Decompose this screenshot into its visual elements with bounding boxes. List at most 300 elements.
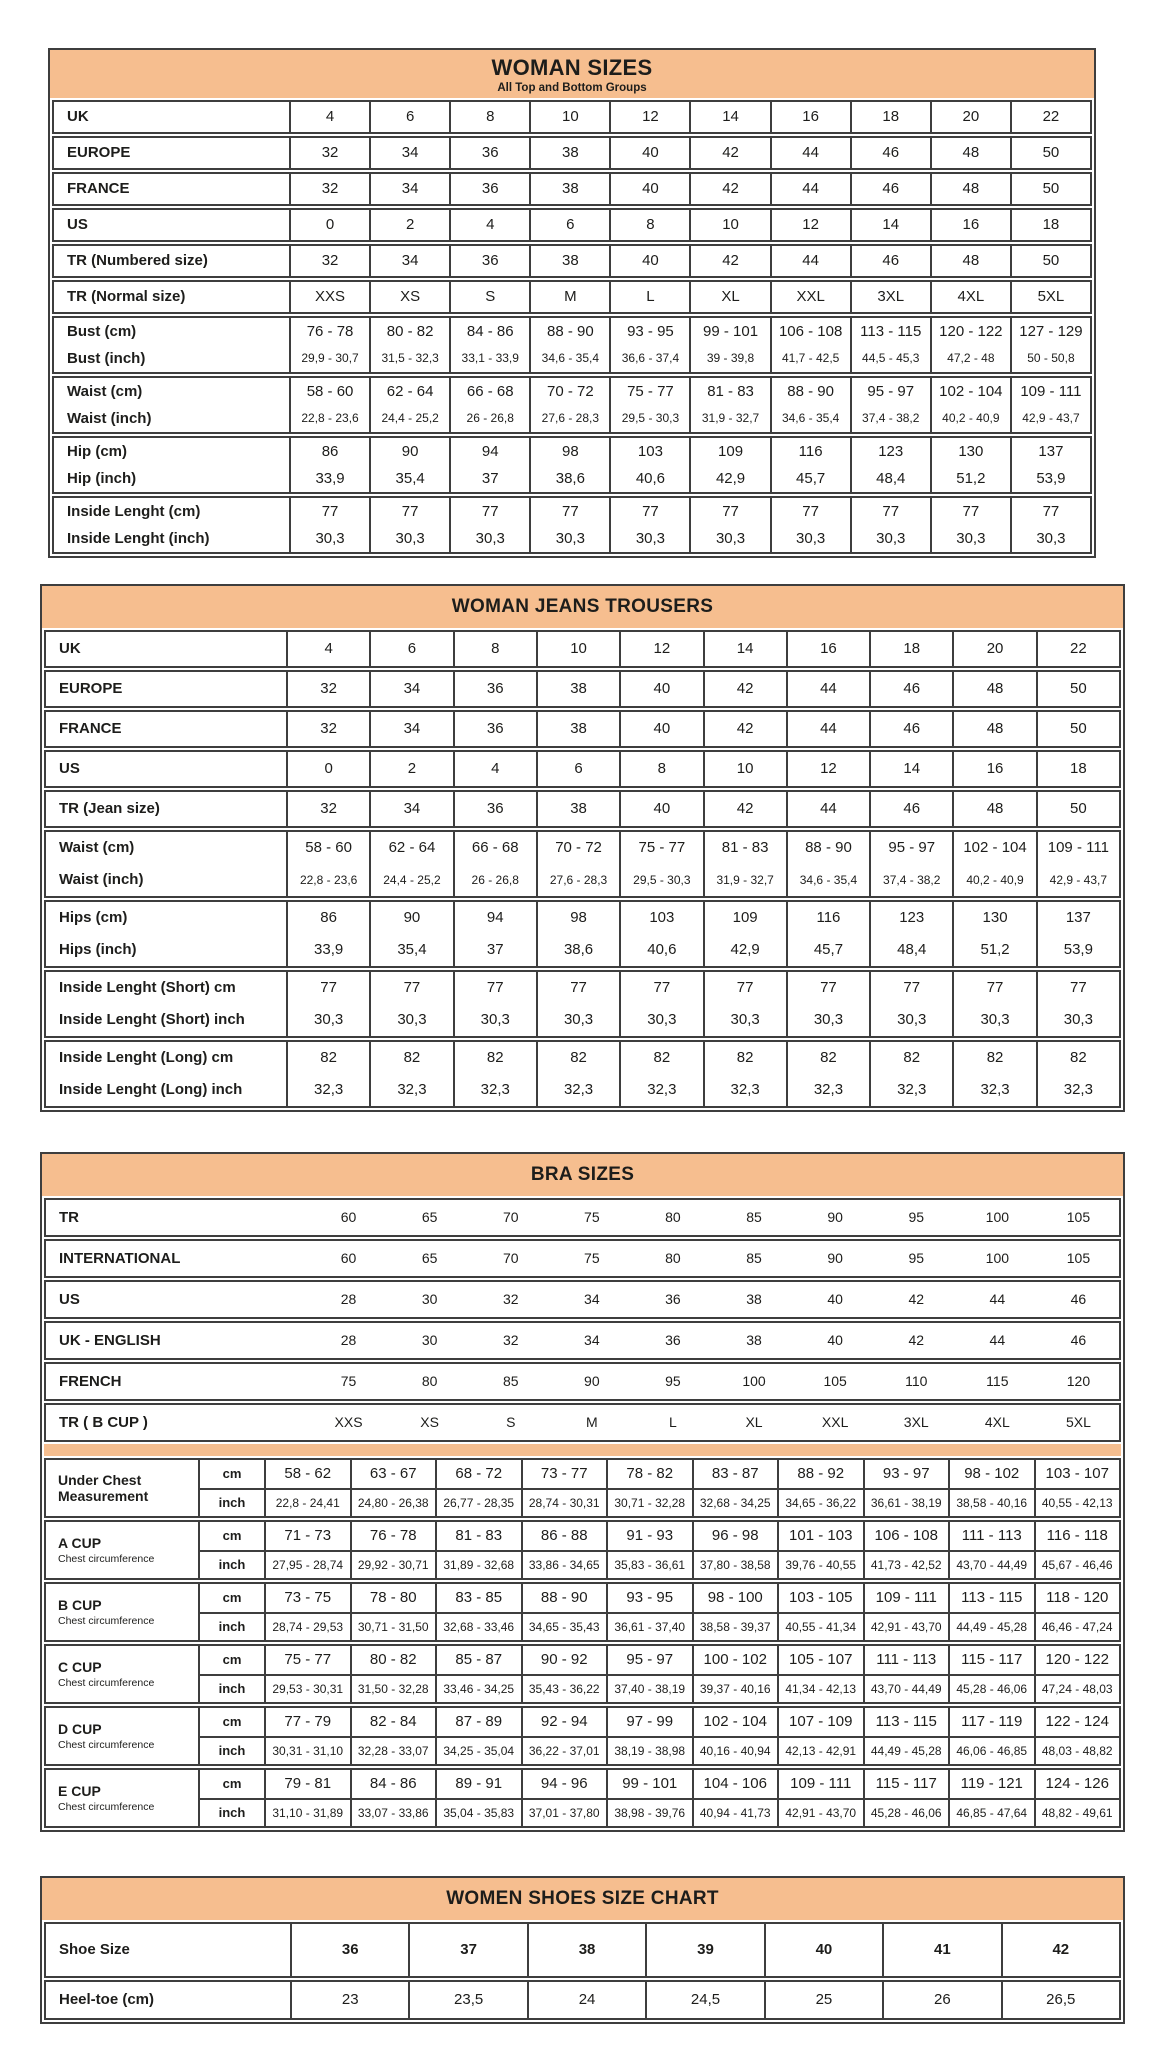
size-cell: 32,3 [286,1074,369,1106]
size-cell: 107 - 109 [777,1708,863,1736]
row-group [52,172,1092,206]
table-title: WOMAN JEANS TROUSERS [451,596,714,617]
size-cell: 36,22 - 37,01 [521,1736,607,1764]
size-cell: 10 [703,752,786,786]
table-row [46,1323,1119,1358]
size-cell: 58 - 62 [264,1460,350,1488]
row-label: UK [67,108,89,126]
size-cell: 93 - 95 [609,318,689,345]
row-group [44,1980,1121,2020]
size-cell: 8 [609,210,689,240]
size-cell: 60 [340,1209,357,1226]
size-cell: 75 - 77 [264,1646,350,1674]
size-cell: 32 [502,1291,519,1308]
size-cell: 101 - 103 [777,1522,863,1550]
size-cell: 38 [536,792,619,826]
size-cell: 100 [985,1250,1010,1267]
size-cell: 86 [286,902,369,934]
size-cell: 40 [619,712,702,746]
size-cell: 22,8 - 23,6 [286,864,369,896]
size-cell: 40,55 - 42,13 [1034,1488,1120,1516]
size-cell: 106 - 108 [863,1522,949,1550]
size-cell: 84 - 86 [449,318,529,345]
row-label: D CUP Chest circumference [58,1721,155,1751]
size-cell: 50 [1036,712,1119,746]
size-cell: 50 [1036,792,1119,826]
size-cell: 82 [453,1042,536,1074]
size-cell: 76 - 78 [350,1522,436,1550]
size-cell: 77 [536,972,619,1004]
size-cell: 82 [536,1042,619,1074]
size-cell: 115 - 117 [948,1646,1034,1674]
size-cell: 12 [786,752,869,786]
size-cell: 37,80 - 38,58 [692,1550,778,1578]
size-cell: 22 [1010,102,1090,132]
row-label: Under Chest Measurement [58,1471,149,1504]
size-cell: 38 [529,174,609,204]
table-row [46,1405,1119,1440]
size-cell: XL [745,1414,763,1431]
table-row [46,1241,1119,1276]
size-cell: 30,3 [952,1004,1035,1036]
size-cell: 28,74 - 30,31 [521,1488,607,1516]
size-cell: 42,13 - 42,91 [777,1736,863,1764]
size-cell: 30,3 [449,525,529,552]
row-label: INTERNATIONAL [59,1249,181,1267]
size-cell: 103 [609,438,689,465]
size-cell: 103 - 105 [777,1584,863,1612]
size-cell: 12 [609,102,689,132]
size-cell: 75 [584,1250,600,1267]
size-cell: 77 [1010,498,1090,525]
size-cell: 43,70 - 44,49 [948,1550,1034,1578]
row-group [44,1922,1121,1978]
table-row [54,345,1090,372]
size-cell: 95 [908,1209,925,1226]
unit-label: cm [198,1708,264,1736]
row-label: Waist (cm) [59,839,135,857]
size-cell: 30,3 [1010,525,1090,552]
table-subtitle: All Top and Bottom Groups [497,81,647,94]
size-cell: 36 [453,672,536,706]
size-cell: 95 - 97 [606,1646,692,1674]
size-cell: 82 [869,1042,952,1074]
size-cell: 2 [369,210,449,240]
size-cell: 48 [930,174,1010,204]
size-cell: 42 [689,246,769,276]
size-cell: 51,2 [930,465,1010,492]
size-cell: 43,70 - 44,49 [863,1674,949,1702]
size-cell: 77 [689,498,769,525]
size-cell: 40 [609,174,689,204]
size-cell: 27,95 - 28,74 [264,1550,350,1578]
row-group [44,1582,1121,1642]
size-cell: 6 [536,752,619,786]
size-cell: 109 - 111 [863,1584,949,1612]
row-group [52,100,1092,134]
size-cell: 20 [930,102,1010,132]
size-cell: XXS [334,1414,363,1431]
size-cell: 18 [1010,210,1090,240]
size-cell: 42 [1001,1924,1119,1976]
size-cell: 6 [529,210,609,240]
size-cell: 116 [770,438,850,465]
size-cell: 103 [619,902,702,934]
size-cell: 32,3 [453,1074,536,1106]
size-cell: 35,43 - 36,22 [521,1674,607,1702]
size-cell: 35,04 - 35,83 [435,1798,521,1826]
table-row [54,282,1090,312]
size-cell: 5XL [1010,282,1090,312]
size-cell: XL [689,282,769,312]
size-cell: 48,03 - 48,82 [1034,1736,1120,1764]
size-cell: 65 [421,1209,438,1226]
size-cell: 30,3 [869,1004,952,1036]
size-cell: S [449,282,529,312]
size-cell: 30,31 - 31,10 [264,1736,350,1764]
unit-label: inch [198,1488,264,1516]
unit-label: cm [198,1646,264,1674]
size-cell: 32 [286,712,369,746]
size-cell: 45,7 [770,465,850,492]
size-cell: 22,8 - 24,41 [264,1488,350,1516]
size-cell: 30 [421,1291,438,1308]
size-cell: 88 - 92 [777,1460,863,1488]
size-cell: 86 [289,438,369,465]
size-cell: 38 [746,1291,762,1308]
size-cell: 120 [1066,1373,1091,1390]
unit-label: inch [198,1736,264,1764]
size-cell: 44 [770,246,850,276]
row-group [52,316,1092,374]
size-cell: 82 [952,1042,1035,1074]
size-cell: 105 [1066,1209,1091,1226]
size-cell: 3XL [850,282,930,312]
size-cell: 73 - 75 [264,1584,350,1612]
table-row [46,972,1119,1004]
size-cell: 39,76 - 40,55 [777,1550,863,1578]
size-cell: 14 [850,210,930,240]
size-cell: 118 - 120 [1034,1584,1120,1612]
size-cell: L [669,1414,677,1431]
size-cell: 24,80 - 26,38 [350,1488,436,1516]
size-cell: 103 - 107 [1034,1460,1120,1488]
size-cell: 77 [930,498,1010,525]
row-label: Inside Lenght (Long) cm [59,1049,234,1067]
unit-label: cm [198,1770,264,1798]
size-cell: 58 - 60 [286,832,369,864]
size-cell: 95 [665,1373,681,1390]
size-cell: 81 - 83 [703,832,786,864]
size-cell: 42 [689,138,769,168]
row-group [52,136,1092,170]
size-cell: 44 [786,712,869,746]
size-cell: 36,61 - 38,19 [863,1488,949,1516]
size-cell: 115 [986,1373,1009,1390]
size-cell: 75 - 77 [619,832,702,864]
unit-label: cm [198,1522,264,1550]
row-label: TR (Jean size) [59,800,160,818]
table-row [54,405,1090,432]
row-group [44,790,1121,828]
size-cell: 26,5 [1001,1982,1119,2018]
row-label: UK - ENGLISH [59,1331,161,1349]
size-cell: 88 - 90 [529,318,609,345]
size-cell: 39 - 39,8 [689,345,769,372]
size-cell: 106 - 108 [770,318,850,345]
row-group [44,1040,1121,1108]
size-cell: 30,71 - 32,28 [606,1488,692,1516]
row-group [44,1362,1121,1401]
woman-jeans-trousers-table [40,584,1125,1112]
size-cell: 100 - 102 [692,1646,778,1674]
size-cell: 32,28 - 33,07 [350,1736,436,1764]
size-cell: 46 [1070,1332,1087,1349]
row-group [44,830,1121,898]
size-cell: 93 - 95 [606,1584,692,1612]
table-row [46,752,1119,786]
size-cell: 70 [502,1250,519,1267]
size-cell: 45,7 [786,934,869,966]
size-cell: 34 [369,246,449,276]
size-cell: 32,3 [369,1074,452,1106]
size-cell: 4 [453,752,536,786]
size-cell: 50 [1036,672,1119,706]
size-cell: 31,50 - 32,28 [350,1674,436,1702]
size-cell: 42,9 [689,465,769,492]
size-cell: 44 [770,174,850,204]
table-row [46,1042,1119,1074]
size-cell: 26,77 - 28,35 [435,1488,521,1516]
size-cell: 24 [527,1982,645,2018]
size-cell: 77 [453,972,536,1004]
size-cell: 40 [619,672,702,706]
size-cell: M [529,282,609,312]
size-cell: XS [420,1414,439,1431]
size-cell: 18 [850,102,930,132]
row-label: Inside Lenght (Long) inch [59,1081,243,1099]
row-label: Inside Lenght (Short) inch [59,1011,245,1029]
row-label: EUROPE [59,680,123,698]
size-cell: 47,2 - 48 [930,345,1010,372]
size-cell: 32,3 [1036,1074,1119,1106]
size-cell: 77 [703,972,786,1004]
size-cell: 79 - 81 [264,1770,350,1798]
size-cell: 36 [290,1924,408,1976]
size-cell: 44,5 - 45,3 [850,345,930,372]
size-cell: 110 [905,1373,928,1390]
size-cell: 31,9 - 32,7 [689,405,769,432]
size-cell: 109 - 111 [1010,378,1090,405]
size-cell: 98 - 102 [948,1460,1034,1488]
size-cell: 45,28 - 46,06 [863,1798,949,1826]
unit-label: inch [198,1798,264,1826]
size-cell: 40,2 - 40,9 [952,864,1035,896]
table-title: BRA SIZES [530,1164,635,1185]
size-cell: 5XL [1065,1414,1091,1431]
size-cell: 36 [665,1291,681,1308]
size-cell: 98 [536,902,619,934]
row-group [52,208,1092,242]
size-cell: 77 [286,972,369,1004]
size-cell: 127 - 129 [1010,318,1090,345]
size-cell: 32,3 [536,1074,619,1106]
size-cell: 36 [453,712,536,746]
table-row [54,318,1090,345]
size-cell: 102 - 104 [930,378,1010,405]
row-label: Waist (cm) [67,382,143,400]
row-label: E CUP Chest circumference [58,1783,155,1813]
size-cell: 122 - 124 [1034,1708,1120,1736]
size-cell: 85 [746,1250,762,1267]
size-cell: 63 - 67 [350,1460,436,1488]
table-row [54,174,1090,204]
size-cell: 18 [1036,752,1119,786]
size-cell: 30,3 [453,1004,536,1036]
size-cell: 46 [869,712,952,746]
size-cell: 81 - 83 [689,378,769,405]
size-cell: 24,4 - 25,2 [369,864,452,896]
size-cell: 30,3 [703,1004,786,1036]
table-row [54,465,1090,492]
size-cell: 105 [1066,1250,1091,1267]
size-cell: 36 [449,246,529,276]
size-cell: 0 [289,210,369,240]
size-cell: 30,3 [289,525,369,552]
size-cell: 44,49 - 45,28 [948,1612,1034,1640]
size-cell: 25 [764,1982,882,2018]
size-cell: 82 [286,1042,369,1074]
size-cell: 38,58 - 39,37 [692,1612,778,1640]
size-cell: 30,3 [1036,1004,1119,1036]
size-cell: 68 - 72 [435,1460,521,1488]
size-cell: 29,9 - 30,7 [289,345,369,372]
row-label: Waist (inch) [67,409,152,427]
size-cell: 24,4 - 25,2 [369,405,449,432]
row-label: Inside Lenght (inch) [67,529,210,547]
row-group [52,376,1092,434]
table-row [46,712,1119,746]
size-cell: 82 - 84 [350,1708,436,1736]
size-cell: 77 [609,498,689,525]
size-cell: 102 - 104 [952,832,1035,864]
size-cell: 42,91 - 43,70 [777,1798,863,1826]
size-cell: 70 [502,1209,519,1226]
size-cell: 40 [827,1332,843,1349]
size-cell: 30 [421,1332,438,1349]
size-cell: 40 [827,1291,843,1308]
size-cell: 77 [369,498,449,525]
size-cell: 123 [869,902,952,934]
size-cell: 48,82 - 49,61 [1034,1798,1120,1826]
size-cell: 40 [609,138,689,168]
size-cell: 77 [770,498,850,525]
row-group [44,750,1121,788]
size-cell: 18 [869,632,952,666]
size-cell: 37 [449,465,529,492]
size-cell: 40 [609,246,689,276]
size-cell: 6 [369,632,452,666]
row-label: UK [59,640,81,658]
row-label: US [59,1290,80,1308]
size-cell: 30,3 [770,525,850,552]
size-cell: 50 [1010,246,1090,276]
size-cell: 92 - 94 [521,1708,607,1736]
row-label: TR ( B CUP ) [59,1413,148,1431]
size-cell: 85 [502,1373,519,1390]
size-cell: 45,67 - 46,46 [1034,1550,1120,1578]
size-cell: 30,3 [609,525,689,552]
size-cell: 82 [703,1042,786,1074]
table-row [54,138,1090,168]
size-cell: 77 [952,972,1035,1004]
size-cell: 41,34 - 42,13 [777,1674,863,1702]
size-cell: 32,3 [703,1074,786,1106]
size-cell: 77 [289,498,369,525]
row-label: US [67,216,88,234]
size-cell: 3XL [903,1414,929,1431]
size-cell: 16 [786,632,869,666]
size-cell: 124 - 126 [1034,1770,1120,1798]
size-cell: XXS [289,282,369,312]
row-group [44,1458,1121,1518]
row-group [44,1520,1121,1580]
size-cell: 38 [529,138,609,168]
size-cell: 40,6 [609,465,689,492]
size-cell: 77 [369,972,452,1004]
size-cell: 34,6 - 35,4 [786,864,869,896]
size-cell: 78 - 80 [350,1584,436,1612]
size-cell: 44 [989,1332,1006,1349]
size-cell: 98 - 100 [692,1584,778,1612]
row-label: TR [59,1208,79,1226]
row-label: EUROPE [67,144,131,162]
row-group [44,900,1121,968]
size-cell: 48,4 [850,465,930,492]
table-row [46,1200,1119,1235]
size-cell: 34 [584,1332,600,1349]
size-cell: 99 - 101 [606,1770,692,1798]
size-cell: 90 [827,1209,843,1226]
size-cell: 77 [619,972,702,1004]
size-cell: 40 [619,792,702,826]
size-cell: 94 [449,438,529,465]
size-cell: 26 - 26,8 [449,405,529,432]
size-cell: 36 [453,792,536,826]
size-cell: 82 [786,1042,869,1074]
size-cell: 120 - 122 [1034,1646,1120,1674]
size-cell: 120 - 122 [930,318,1010,345]
size-cell: 84 - 86 [350,1770,436,1798]
size-cell: 4 [286,632,369,666]
size-cell: 4XL [930,282,1010,312]
size-cell: 90 [369,902,452,934]
table-row [46,1074,1119,1106]
row-label: FRANCE [67,180,130,198]
size-cell: 33,9 [289,465,369,492]
size-cell: 37,40 - 38,19 [606,1674,692,1702]
size-cell: 8 [619,752,702,786]
size-cell: 40 [764,1924,882,1976]
size-cell: 34,25 - 35,04 [435,1736,521,1764]
size-cell: 104 - 106 [692,1770,778,1798]
row-label: FRANCE [59,720,122,738]
size-cell: 96 - 98 [692,1522,778,1550]
size-cell: 30,3 [536,1004,619,1036]
size-cell: 105 - 107 [777,1646,863,1674]
size-cell: 38 [529,246,609,276]
row-group [44,1280,1121,1319]
